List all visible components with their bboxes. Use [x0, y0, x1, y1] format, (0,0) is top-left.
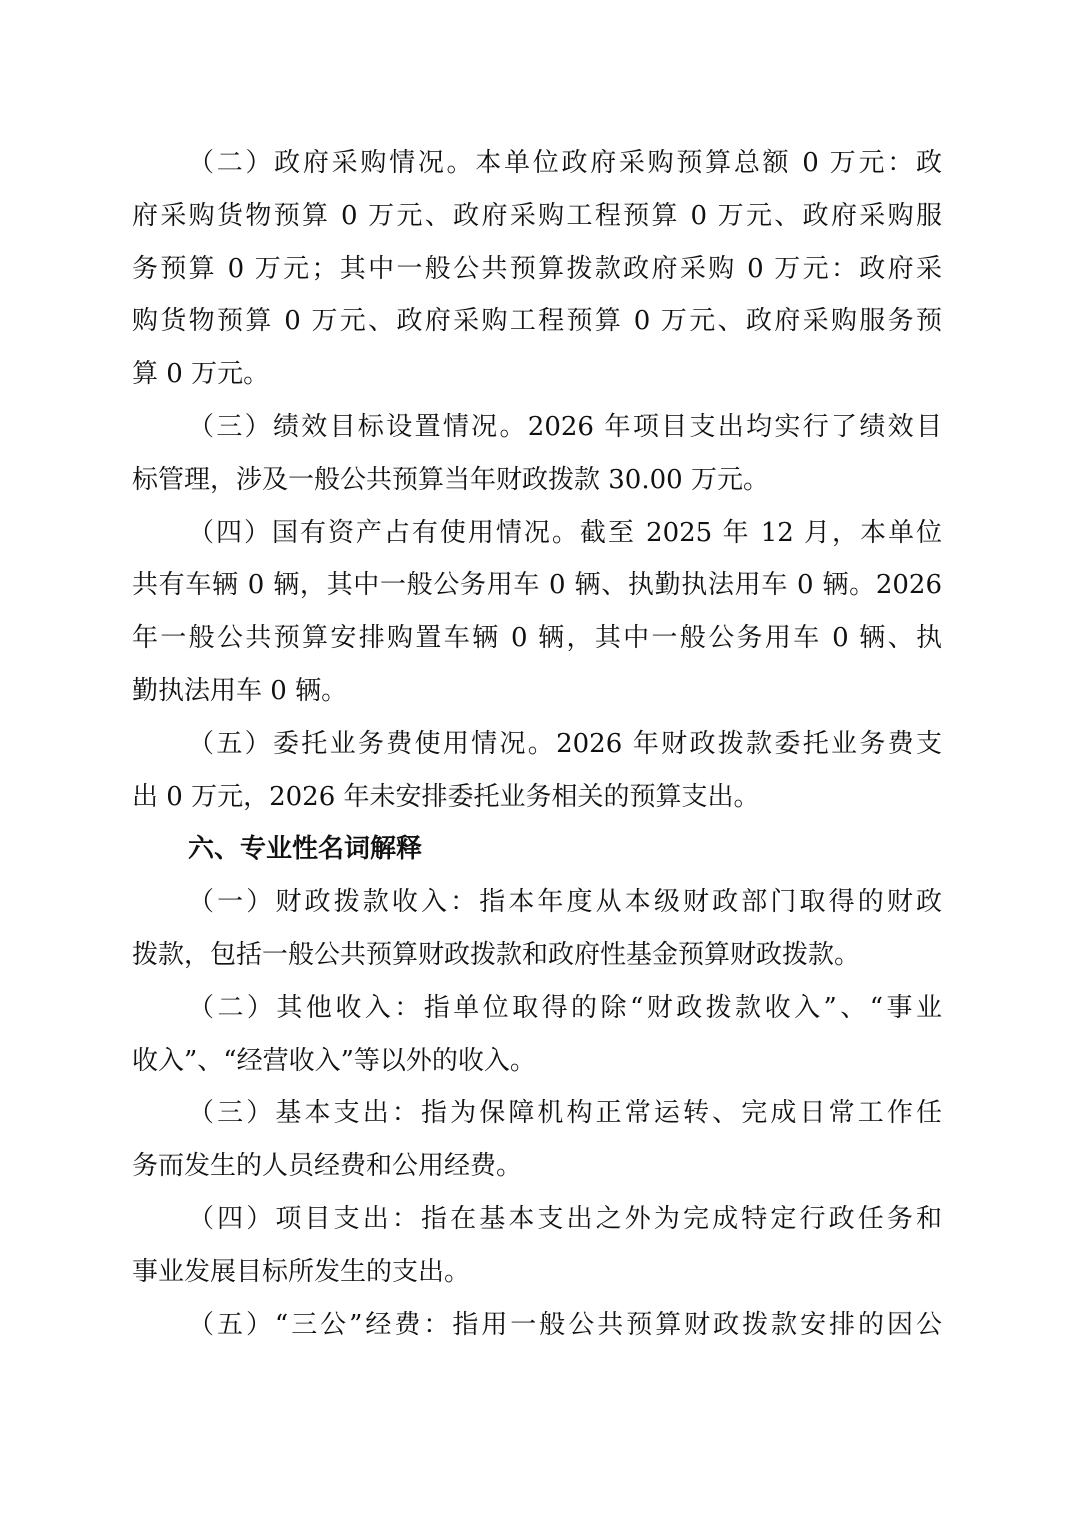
- text-line: （三）基本支出：指为保障机构正常运转、完成日常工作任: [188, 1098, 942, 1129]
- text-line: 事业发展目标所发生的支出。: [132, 1256, 471, 1287]
- text-line: 标管理，涉及一般公共预算当年财政拨款 30.00 万元。: [132, 464, 769, 495]
- document-page: [132, 137, 942, 1351]
- text-line: 府采购货物预算 0 万元、政府采购工程预算 0 万元、政府采购服: [132, 200, 942, 231]
- text-line: 算 0 万元。: [132, 359, 270, 390]
- text-line: 六、专业性名词解释: [188, 834, 423, 865]
- text-line: （四）国有资产占有使用情况。截至 2025 年 12 月，本单位: [188, 517, 942, 548]
- paragraph: [132, 507, 942, 718]
- paragraph: [132, 1299, 942, 1352]
- paragraph: [132, 982, 942, 1088]
- paragraph: [132, 876, 942, 982]
- paragraph: [132, 1087, 942, 1193]
- text-line: （二）其他收入：指单位取得的除“财政拨款收入”、“事业: [188, 992, 942, 1023]
- paragraph: [132, 1193, 942, 1299]
- text-line: （三）绩效目标设置情况。2026 年项目支出均实行了绩效目: [188, 411, 942, 442]
- text-line: （五）委托业务费使用情况。2026 年财政拨款委托业务费支: [188, 728, 942, 759]
- text-line: 共有车辆 0 辆，其中一般公务用车 0 辆、执勤执法用车 0 辆。2026: [132, 570, 942, 601]
- section-heading: [132, 823, 942, 876]
- text-line: 务预算 0 万元；其中一般公共预算拨款政府采购 0 万元：政府采: [132, 253, 942, 284]
- text-line: （一）财政拨款收入：指本年度从本级财政部门取得的财政: [188, 887, 942, 918]
- text-line: 年一般公共预算安排购置车辆 0 辆，其中一般公务用车 0 辆、执: [132, 623, 942, 654]
- text-line: 拨款，包括一般公共预算财政拨款和政府性基金预算财政拨款。: [132, 939, 861, 970]
- text-line: 勤执法用车 0 辆。: [132, 675, 348, 706]
- paragraph: [132, 137, 942, 401]
- text-line: （二）政府采购情况。本单位政府采购预算总额 0 万元：政: [188, 148, 942, 178]
- text-line: 出 0 万元，2026 年未安排委托业务相关的预算支出。: [132, 781, 760, 812]
- text-line: （五）“三公”经费：指用一般公共预算财政拨款安排的因公: [188, 1309, 942, 1340]
- paragraph: [132, 718, 942, 824]
- text-line: 收入”、“经营收入”等以外的收入。: [132, 1045, 536, 1076]
- paragraph: [132, 401, 942, 507]
- text-line: 购货物预算 0 万元、政府采购工程预算 0 万元、政府采购服务预: [132, 306, 942, 337]
- text-line: 务而发生的人员经费和公用经费。: [132, 1151, 523, 1182]
- text-line: （四）项目支出：指在基本支出之外为完成特定行政任务和: [188, 1203, 942, 1234]
